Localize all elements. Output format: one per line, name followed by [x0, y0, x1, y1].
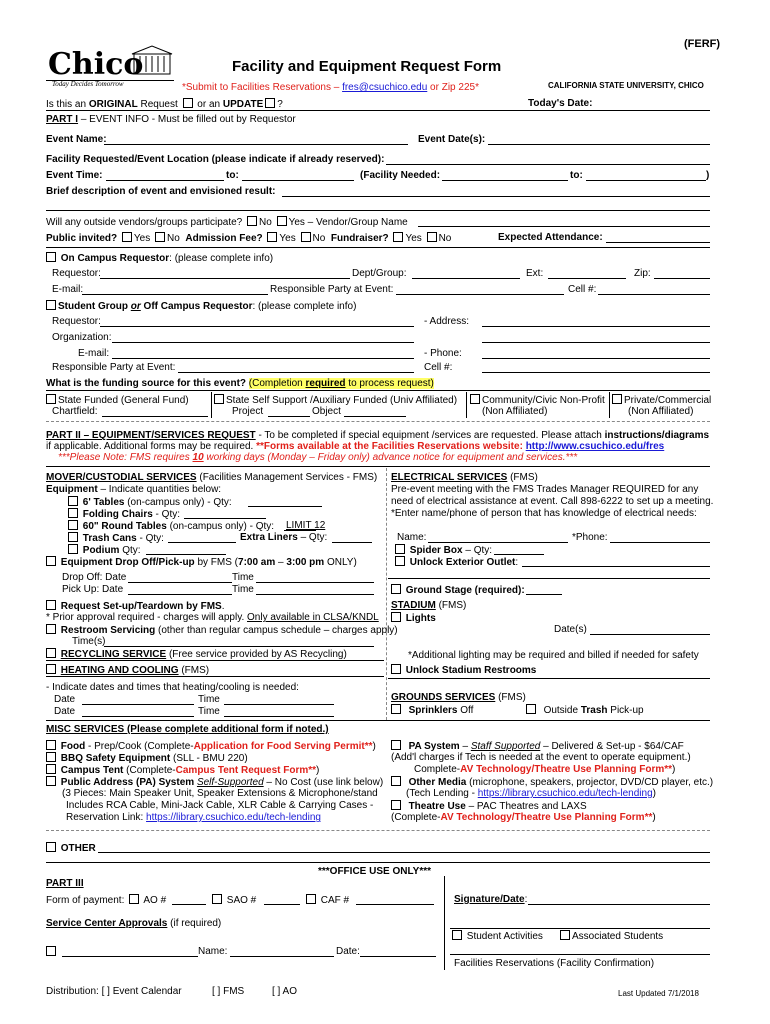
tables-qty-field[interactable]	[248, 506, 322, 507]
admission-yes-checkbox[interactable]	[267, 232, 277, 242]
ao-checkbox[interactable]	[129, 894, 139, 904]
drop-date-field[interactable]	[128, 582, 232, 583]
public-yes-checkbox[interactable]	[122, 232, 132, 242]
setup-checkbox[interactable]	[46, 600, 56, 610]
original-checkbox[interactable]	[183, 98, 193, 108]
on-email-label: E-mail:	[52, 284, 84, 295]
approval-date-label: Date:	[336, 946, 360, 957]
elec-name-field[interactable]	[428, 542, 568, 543]
part1-heading: PART I – EVENT INFO - Must be filled out by Requestor	[46, 114, 296, 125]
round-limit: LIMIT 12	[286, 520, 326, 531]
pick-date-field[interactable]	[128, 594, 232, 595]
seal-icon	[128, 44, 176, 78]
approval-checkbox[interactable]	[46, 946, 56, 956]
podium-row: Podium Qty:	[66, 544, 141, 557]
event-dates-field[interactable]	[488, 144, 710, 145]
heat-date-field[interactable]	[82, 704, 194, 705]
event-name-field[interactable]	[104, 144, 408, 145]
facility-label: Facility Requested/Event Location (please indicate if already reserved):	[46, 154, 385, 165]
event-dates-label: Event Date(s):	[418, 134, 486, 145]
pas-complete: Complete-AV Technology/Theatre Use Planning Form**)	[414, 764, 676, 775]
tech-lending: (Tech Lending - https://library.csuchico.edu/tech-lending)	[406, 788, 656, 799]
project-label: Project	[232, 406, 264, 417]
off-resp-field[interactable]	[178, 372, 414, 373]
admission-no-checkbox[interactable]	[301, 232, 311, 242]
associated-students-checkbox[interactable]	[560, 930, 570, 940]
vendors-row: Will any outside vendors/groups participate? No Yes – Vendor/Group Name	[46, 217, 408, 228]
tables-checkbox[interactable]	[68, 496, 78, 506]
food-checkbox[interactable]	[46, 740, 56, 750]
drop-date-label: Drop Off: Date	[62, 572, 127, 583]
heating-checkbox[interactable]	[46, 664, 56, 674]
chico-logo	[48, 44, 176, 94]
theatre-complete: (Complete-AV Technology/Theatre Use Planning Form**)	[391, 812, 656, 823]
dept-label: Dept/Group:	[352, 268, 407, 279]
zip-field[interactable]	[654, 278, 710, 279]
facility-needed-from-field[interactable]	[442, 180, 568, 181]
folding-row: Folding Chairs - Qty:	[66, 508, 180, 521]
electrical-line3: *Enter name/phone of person that has knowledge of electrical needs:	[391, 508, 697, 519]
trash-checkbox[interactable]	[68, 532, 78, 542]
round-checkbox[interactable]	[68, 520, 78, 530]
restroom-checkbox[interactable]	[46, 624, 56, 634]
on-cell-label: Cell #:	[568, 284, 597, 295]
pa-reservation: Reservation Link: https://library.csuchico.edu/tech-lending	[66, 812, 321, 823]
ext-field[interactable]	[548, 278, 626, 279]
on-resp-label: Responsible Party at Event:	[270, 284, 394, 295]
unlock-outlet-field[interactable]	[522, 566, 710, 567]
approval-date-field[interactable]	[360, 956, 436, 957]
address-field[interactable]	[482, 326, 710, 327]
heat-time-field-2[interactable]	[224, 716, 334, 717]
facility-needed-close: )	[706, 170, 710, 181]
attendance-field[interactable]	[606, 242, 710, 243]
off-cell-field[interactable]	[482, 372, 710, 373]
facilities-confirmation: Facilities Reservations (Facility Confirmation)	[454, 958, 655, 969]
spider-row: Spider Box – Qty:	[393, 544, 492, 557]
restroom-times-field[interactable]	[104, 646, 374, 647]
liners-row: Extra Liners – Qty:	[240, 532, 328, 543]
tent-row: Campus Tent (Complete-Campus Tent Request Form**)	[46, 764, 319, 777]
original-update-row: Is this an ORIGINAL Request or an UPDATE ?	[46, 99, 283, 110]
org-label: Organization:	[52, 332, 112, 343]
facility-needed-to-label: to:	[570, 170, 583, 181]
logo-tagline: Today Decides Tomorrow	[52, 80, 124, 88]
object-field[interactable]	[344, 416, 406, 417]
stadium-dates-field[interactable]	[590, 634, 710, 635]
sprinklers-checkbox[interactable]	[391, 704, 401, 714]
off-campus-heading: Student Group or Off Campus Requestor: (please complete info)	[46, 300, 356, 313]
off-requestor-field[interactable]	[100, 326, 414, 327]
dept-field[interactable]	[412, 278, 520, 279]
org-field[interactable]	[112, 342, 414, 343]
heat-time-label-2: Time	[198, 706, 220, 717]
restroom-row: Restroom Servicing (other than regular campus schedule – charges apply)	[46, 624, 398, 637]
setup-row: Request Set-up/Teardown by FMS.	[46, 600, 225, 613]
ext-label: Ext:	[526, 268, 544, 279]
civic-checkbox[interactable]	[470, 394, 480, 404]
podium-qty-field[interactable]	[146, 554, 226, 555]
tech-lending-link[interactable]: https://library.csuchico.edu/tech-lending	[477, 788, 653, 799]
off-email-field[interactable]	[112, 358, 414, 359]
chartfield-field[interactable]	[102, 416, 208, 417]
self-support-option: State Self Support /Auxiliary Funded (Univ Affiliated)	[214, 394, 457, 407]
round-row: 60" Round Tables (on-campus only) - Qty:	[66, 520, 274, 533]
project-field[interactable]	[268, 416, 310, 417]
electrical-line2: need of electrical assistance at event. Call 898-6222 to set up a meeting.	[391, 496, 714, 507]
self-support-checkbox[interactable]	[214, 394, 224, 404]
civic-option: Community/Civic Non-Profit	[470, 394, 605, 407]
approval-name-field[interactable]	[230, 956, 334, 957]
associated-students-option: Associated Students	[560, 930, 663, 943]
funding-question: What is the funding source for this event? (Completion required to process request)	[46, 378, 434, 389]
elec-phone-field[interactable]	[610, 542, 710, 543]
drop-time-label: Time	[232, 572, 254, 583]
spider-checkbox[interactable]	[395, 544, 405, 554]
fres-link[interactable]: http://www.csuchico.edu/fres	[525, 441, 665, 452]
distribution-ao: [ ] AO	[272, 986, 298, 997]
address-field-2[interactable]	[482, 342, 710, 343]
fundraiser-no-checkbox[interactable]	[427, 232, 437, 242]
object-label: Object	[312, 406, 341, 417]
private-sub: (Non Affiliated)	[628, 406, 694, 417]
spider-qty-field[interactable]	[494, 554, 544, 555]
facility-field[interactable]	[386, 164, 710, 165]
brief-description-label: Brief description of event and envisioned result:	[46, 186, 276, 197]
public-row: Public invited? Yes No Admission Fee? Yes No Fundraiser? Yes No	[46, 233, 452, 244]
off-cell-label: Cell #:	[424, 362, 453, 373]
vendors-no-checkbox[interactable]	[247, 216, 257, 226]
other-field[interactable]	[98, 852, 710, 853]
zip-label: Zip:	[634, 268, 651, 279]
part3-heading: PART III	[46, 878, 84, 889]
part2-line1: PART II – EQUIPMENT/SERVICES REQUEST - To be completed if special equipment /services are requested. Please attach instructions/diagrams	[46, 430, 710, 441]
pa-detail-2: Includes RCA Cable, Mini-Jack Cable, XLR Cable & Carrying Cases -	[66, 800, 374, 811]
elec-phone-label: *Phone:	[572, 532, 608, 543]
phone-field[interactable]	[482, 358, 710, 359]
media-row: Other Media (microphone, speakers, projector, DVD/CD player, etc.)	[391, 776, 713, 789]
signature-label: Signature/Date:	[454, 894, 528, 905]
event-name-label: Event Name:	[46, 134, 107, 145]
electrical-heading: ELECTRICAL SERVICES (FMS)	[391, 472, 538, 483]
caf-option: CAF #	[304, 894, 349, 907]
dropoff-checkbox[interactable]	[46, 556, 56, 566]
update-checkbox[interactable]	[265, 98, 275, 108]
misc-heading: MISC SERVICES (Please complete additional form if noted.)	[46, 724, 329, 735]
part2-note: ***Please Note: FMS requires 10 working days (Monday – Friday only) advance notice for equipment and services.***	[58, 452, 578, 463]
heat-date-label-2: Date	[54, 706, 76, 717]
tent-checkbox[interactable]	[46, 764, 56, 774]
form-title: Facility and Equipment Request Form	[232, 58, 502, 75]
tables-row: 6' Tables (on-campus only) - Qty:	[66, 496, 232, 509]
sao-field[interactable]	[264, 904, 300, 905]
payment-row: Form of payment: AO #	[46, 895, 167, 906]
unlock-outlet-row: Unlock Exterior Outlet:	[393, 556, 518, 569]
on-email-field[interactable]	[82, 294, 268, 295]
grounds-heading: GROUNDS SERVICES (FMS)	[391, 692, 526, 703]
state-funded-option: State Funded (General Fund)	[46, 394, 189, 407]
on-requestor-field[interactable]	[100, 278, 350, 279]
heat-time-label: Time	[198, 694, 220, 705]
approval-name-label: Name:	[198, 946, 228, 957]
unlock-outlet-checkbox[interactable]	[395, 556, 405, 566]
on-requestor-label: Requestor:	[52, 268, 101, 279]
dropoff-row: Equipment Drop Off/Pick-up by FMS (7:00 am – 3:00 pm ONLY)	[46, 556, 357, 569]
vendors-yes-checkbox[interactable]	[277, 216, 287, 226]
public-no-checkbox[interactable]	[155, 232, 165, 242]
trash-row: Trash Cans - Qty:	[66, 532, 164, 545]
equipment-heading: Equipment – Indicate quantities below:	[46, 484, 222, 495]
pick-date-label: Pick Up: Date	[62, 584, 124, 595]
other-checkbox[interactable]	[46, 842, 56, 852]
signature-field[interactable]	[528, 904, 710, 905]
unlock-restrooms-checkbox[interactable]	[391, 664, 401, 674]
sprinklers-row: Sprinklers Off	[391, 704, 473, 717]
stadium-heading: STADIUM (FMS)	[391, 600, 467, 611]
brief-description-field-2[interactable]	[46, 210, 710, 211]
student-activities-option: Student Activities	[452, 930, 543, 943]
liners-qty-field[interactable]	[332, 542, 372, 543]
on-cell-field[interactable]	[598, 294, 710, 295]
unlock-restrooms-row: Unlock Stadium Restrooms	[391, 664, 536, 677]
on-campus-heading: On Campus Requestor: (please complete info)	[46, 252, 273, 265]
stadium-dates-label: Date(s)	[554, 624, 587, 635]
lights-row: Lights	[391, 612, 436, 625]
media-checkbox[interactable]	[391, 776, 401, 786]
mover-heading: MOVER/CUSTODIAL SERVICES (Facilities Management Services - FMS)	[46, 472, 378, 483]
pas-detail: (Add'l charges if Tech is needed at the event to operate equipment.)	[391, 752, 691, 763]
attendance-label: Expected Attendance:	[498, 232, 603, 243]
phone-label: - Phone:	[424, 348, 462, 359]
service-approvals: Service Center Approvals (if required)	[46, 918, 222, 929]
theatre-row: Theatre Use – PAC Theatres and LAXS	[391, 800, 587, 813]
university-name: CALIFORNIA STATE UNIVERSITY, CHICO	[548, 81, 704, 90]
ao-field[interactable]	[172, 904, 206, 905]
approval-row	[46, 946, 58, 959]
off-campus-checkbox[interactable]	[46, 300, 56, 310]
address-label: - Address:	[424, 316, 470, 327]
fundraiser-yes-checkbox[interactable]	[393, 232, 403, 242]
distribution-event-calendar: Distribution: [ ] Event Calendar	[46, 986, 182, 997]
submit-email-link[interactable]: fres@csuchico.edu	[342, 82, 428, 93]
ground-stage-checkbox[interactable]	[391, 584, 401, 594]
caf-field[interactable]	[356, 904, 434, 905]
chartfield-label: Chartfield:	[52, 406, 98, 417]
distribution-fms: [ ] FMS	[212, 986, 245, 997]
folding-qty-field[interactable]	[184, 518, 266, 519]
restroom-times-label: Time(s)	[72, 636, 106, 647]
prior-approval: * Prior approval required - charges will apply. Only available in CLSA/KNDL	[46, 612, 379, 623]
civic-sub: (Non Affiliated)	[482, 406, 548, 417]
on-resp-field[interactable]	[396, 294, 564, 295]
podium-checkbox[interactable]	[68, 544, 78, 554]
logo-name: Chico	[48, 47, 144, 82]
todays-date-label: Today's Date:	[528, 98, 593, 109]
approval-dept-field[interactable]	[62, 956, 198, 957]
theatre-checkbox[interactable]	[391, 800, 401, 810]
trash-pickup-row: Outside Trash Pick-up	[526, 704, 644, 717]
event-time-to-label: to:	[226, 170, 239, 181]
state-funded-checkbox[interactable]	[46, 394, 56, 404]
recycling-checkbox[interactable]	[46, 648, 56, 658]
bbq-checkbox[interactable]	[46, 752, 56, 762]
heat-time-field[interactable]	[224, 704, 334, 705]
heating-indicate: - Indicate dates and times that heating/cooling is needed:	[46, 682, 299, 693]
folding-checkbox[interactable]	[68, 508, 78, 518]
trash-pickup-checkbox[interactable]	[526, 704, 536, 714]
ground-stage-field[interactable]	[526, 594, 562, 595]
brief-description-field[interactable]	[282, 196, 710, 197]
ground-stage-row: Ground Stage (required):	[391, 584, 525, 597]
trash-qty-field[interactable]	[168, 542, 236, 543]
off-resp-label: Responsible Party at Event:	[52, 362, 176, 373]
drop-time-field[interactable]	[256, 582, 374, 583]
heat-date-field-2[interactable]	[82, 716, 194, 717]
recycling-row: RECYCLING SERVICE (Free service provided by AS Recycling)	[46, 648, 347, 661]
office-use-heading: ***OFFICE USE ONLY***	[318, 866, 431, 877]
facility-needed-label: (Facility Needed:	[360, 170, 441, 181]
part2-line2: if applicable. Additional forms may be required. **Forms available at the Facilities Reservations website: http://www.csuchico.edu/fres	[46, 441, 665, 452]
heating-row: HEATING AND COOLING (FMS)	[46, 664, 209, 677]
off-requestor-label: Requestor:	[52, 316, 101, 327]
sao-option: SAO #	[210, 894, 256, 907]
event-time-label: Event Time:	[46, 170, 103, 181]
heat-date-label: Date	[54, 694, 76, 705]
pa-checkbox[interactable]	[46, 776, 56, 786]
pick-time-label: Time	[232, 584, 254, 595]
sao-checkbox[interactable]	[212, 894, 222, 904]
form-code: (FERF)	[684, 38, 721, 50]
last-updated: Last Updated 7/1/2018	[618, 989, 699, 998]
elec-name-label: Name:	[397, 532, 427, 543]
pas-checkbox[interactable]	[391, 740, 401, 750]
bbq-row: BBQ Safety Equipment (SLL - BMU 220)	[46, 752, 248, 765]
vendor-name-field[interactable]	[418, 226, 710, 227]
pa-row: Public Address (PA) System Self-Supported – No Cost (use link below)	[46, 776, 383, 789]
event-time-to-field[interactable]	[242, 180, 354, 181]
on-campus-checkbox[interactable]	[46, 252, 56, 262]
pick-time-field[interactable]	[256, 594, 374, 595]
facility-needed-to-field[interactable]	[586, 180, 706, 181]
private-option: Private/Commercial	[612, 394, 711, 407]
other-row: OTHER	[46, 842, 96, 855]
private-checkbox[interactable]	[612, 394, 622, 404]
pa-reservation-link[interactable]: https://library.csuchico.edu/tech-lending	[146, 812, 321, 823]
student-activities-checkbox[interactable]	[452, 930, 462, 940]
pa-detail-1: (3 Pieces: Main Speaker Unit, Speaker Extensions & Microphone/stand	[62, 788, 378, 799]
caf-checkbox[interactable]	[306, 894, 316, 904]
electrical-line1: Pre-event meeting with the FMS Trades Manager REQUIRED for any	[391, 484, 699, 495]
lights-checkbox[interactable]	[391, 612, 401, 622]
additional-lighting-note: *Additional lighting may be required and billed if needed for safety	[408, 650, 699, 661]
off-email-label: E-mail:	[78, 348, 110, 359]
pas-row: PA System – Staff Supported – Delivered & Set-up - $64/CAF	[391, 740, 684, 753]
submit-instructions: *Submit to Facilities Reservations – fres@csuchico.edu or Zip 225*	[182, 82, 479, 93]
food-row: Food - Prep/Cook (Complete-Application for Food Serving Permit**)	[46, 740, 376, 753]
event-time-from-field[interactable]	[106, 180, 224, 181]
